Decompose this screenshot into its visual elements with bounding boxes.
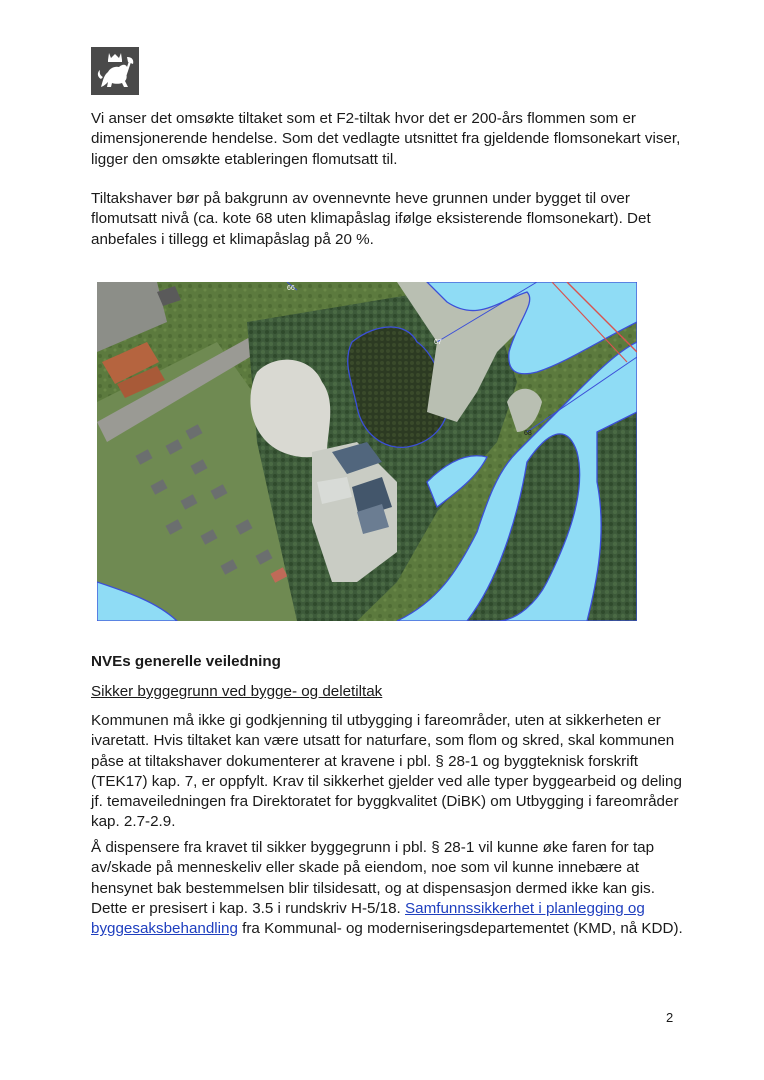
intro-paragraph-1 bbox=[91, 109, 691, 170]
contour-label-66: 66 bbox=[287, 285, 295, 292]
section-heading: NVEs generelle veiledning bbox=[91, 653, 281, 670]
page-number: 2 bbox=[666, 1010, 674, 1025]
section-paragraph-2-tail: fra Kommunal- og moderniseringsdepartementet (KMD, nå KDD). bbox=[237, 920, 683, 938]
contour-label-68: 68 bbox=[524, 430, 532, 437]
section-subheading: Sikker byggegrunn ved bygge- og deletiltak bbox=[91, 683, 383, 700]
section-paragraph-1 bbox=[91, 711, 691, 833]
samfunnssikkerhet-link[interactable]: Samfunnssikkerhet i planlegging og byggesaksbehandling bbox=[91, 899, 645, 938]
intro-paragraph-2 bbox=[91, 189, 691, 250]
contour-label-67: 67 bbox=[434, 339, 442, 346]
coat-of-arms-logo bbox=[91, 47, 139, 95]
intro-paragraph-1-text: Vi anser det omsøkte tiltaket som et F2-tiltak hvor det er 200-års flommen som er dimensjonerende hendelse. Som det vedlagte utsnittet fra gjeldende flomsonekart viser, ligger den omsøkte etableringen flomutsatt til. bbox=[91, 110, 681, 168]
intro-paragraph-2-text: Tiltakshaver bør på bakgrunn av ovennevnte heve grunnen under bygget til over flomutsatt nivå (ca. kote 68 uten klimapåslag ifølge eksisterende flomsonekart). Det anbefales i tillegg et klimapåslag på 20 %. bbox=[91, 190, 651, 248]
section-paragraph-2 bbox=[91, 838, 691, 939]
flood-zone-map bbox=[97, 282, 637, 621]
section-paragraph-1-text: Kommunen må ikke gi godkjenning til utbygging i fareområder, uten at sikkerheten er ivaretatt. Hvis tiltaket kan være utsatt for naturfare, som flom og skred, skal kommunen påse at tiltakshaver dokumenterer at kravene i pbl. § 28-1 og byggteknisk forskrift (TEK17) kap. 7, er oppfylt. Krav til sikkerhet gjelder ved alle typer byggearbeid og deling jf. temaveiledningen fra Direktoratet for byggkvalitet (DiBK) om Utbygging i fareområder kap. 2.7-2.9. bbox=[91, 712, 682, 831]
section-paragraph-2-text: Å dispensere fra kravet til sikker byggegrunn i pbl. § 28-1 vil kunne øke faren for tap av/skade på menneskeliv eller skade på eiendom, noe som vil kunne innebære at hensynet bak bestemmelsen blir tilsidesatt, og at dispensasjon dermed ikke kan gis. Dette er presisert i kap. 3.5 i rundskriv H-5/18. bbox=[91, 839, 655, 917]
coat-of-arms-lion-icon bbox=[91, 47, 139, 95]
